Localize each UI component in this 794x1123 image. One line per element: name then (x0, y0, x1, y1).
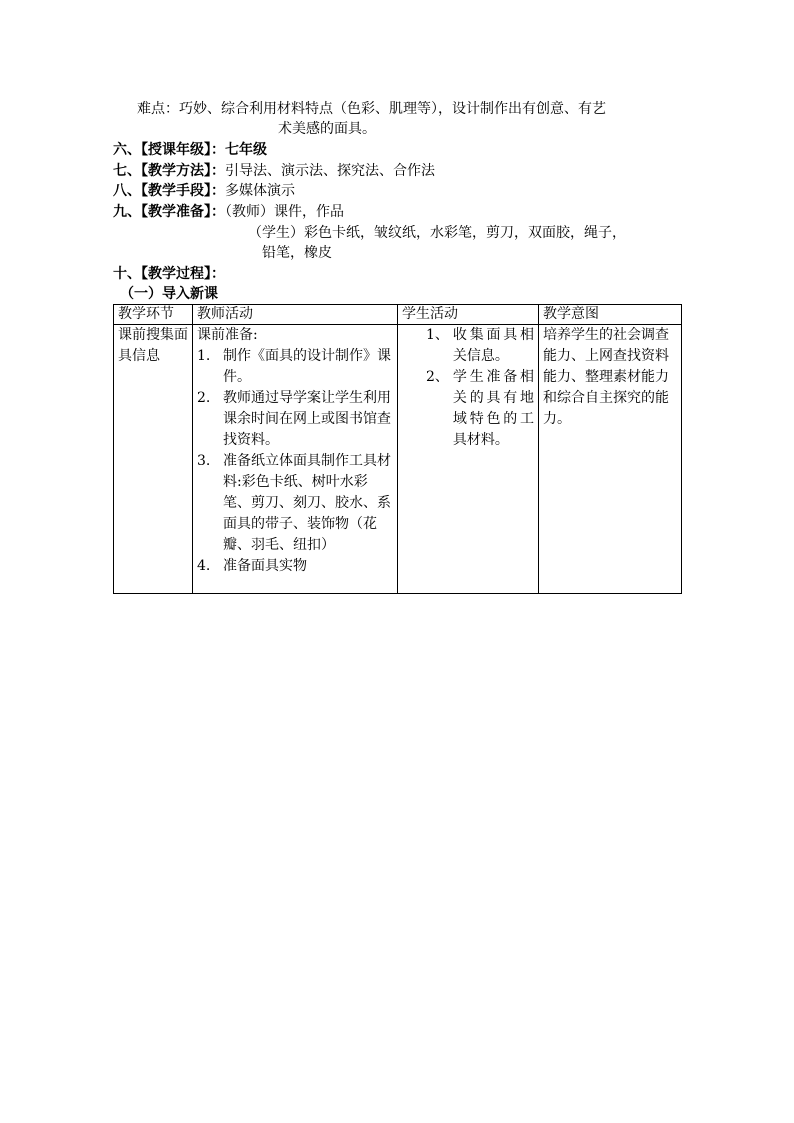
table-header-row (114, 305, 682, 325)
section-means-label: 八、【教学手段】： (113, 183, 225, 199)
header-stage: 教学环节 (114, 305, 193, 325)
subsection-title: （一）导入新课 (120, 286, 218, 302)
section-means-value: 多媒体演示 (225, 183, 295, 199)
section-prep-value: （教师）课件，作品 (225, 204, 344, 220)
prep-student-line-1: （学生）彩色卡纸，皱纹纸，水彩笔，剪刀，双面胶，绳子， (248, 225, 626, 241)
table-row (114, 325, 682, 594)
section-grade-label: 六、【授课年级】： (113, 142, 225, 158)
section-grade (113, 140, 267, 160)
section-method (113, 161, 435, 181)
difficulty-line-2: 术美感的面具。 (278, 121, 376, 137)
cell-intent: 培养学生的社会调查能力、上网查找资料能力、整理素材能力和综合自主探究的能力。 (539, 325, 682, 594)
cell-stage: 课前搜集面具信息 (114, 325, 193, 594)
list-item: 4. 准备面具实物 (197, 558, 307, 574)
process-title: 十、【教学过程】： (113, 266, 225, 282)
lesson-table (113, 304, 682, 594)
list-item: 3. 准备纸立体面具制作工具材料:彩色卡纸、树叶水彩笔、剪刀、刻刀、胶水、系面具的带子、装饰物（花瓣、羽毛、纽扣） (197, 453, 391, 553)
header-student: 学生活动 (398, 305, 539, 325)
section-prep-label: 九、【教学准备】： (113, 204, 225, 220)
header-teacher: 教师活动 (193, 305, 398, 325)
cell-student (398, 325, 539, 594)
teacher-steps (197, 346, 393, 577)
teacher-intro: 课前准备: (197, 327, 258, 343)
list-item: 1. 制作《面具的设计制作》课件。 (197, 348, 391, 385)
section-method-label: 七、【教学方法】： (113, 163, 225, 179)
section-prep (113, 202, 344, 222)
section-grade-value: 七年级 (225, 142, 267, 158)
section-method-value: 引导法、演示法、探究法、合作法 (225, 163, 435, 179)
difficulty-line-1: 难点：巧妙、综合利用材料特点（色彩、肌理等），设计制作出有创意、有艺 (137, 101, 606, 117)
list-item: 1、 收集面具相关信息。 (426, 327, 534, 364)
list-item: 2、 学生准备相关的具有地域特色的工具材料。 (426, 369, 534, 448)
header-intent: 教学意图 (539, 305, 682, 325)
student-steps (426, 325, 534, 451)
list-item: 2. 教师通过导学案让学生利用课余时间在网上或图书馆查找资料。 (197, 390, 391, 448)
section-means (113, 181, 295, 201)
cell-teacher (193, 325, 398, 594)
prep-student-line-2: 铅笔，橡皮 (262, 245, 332, 261)
